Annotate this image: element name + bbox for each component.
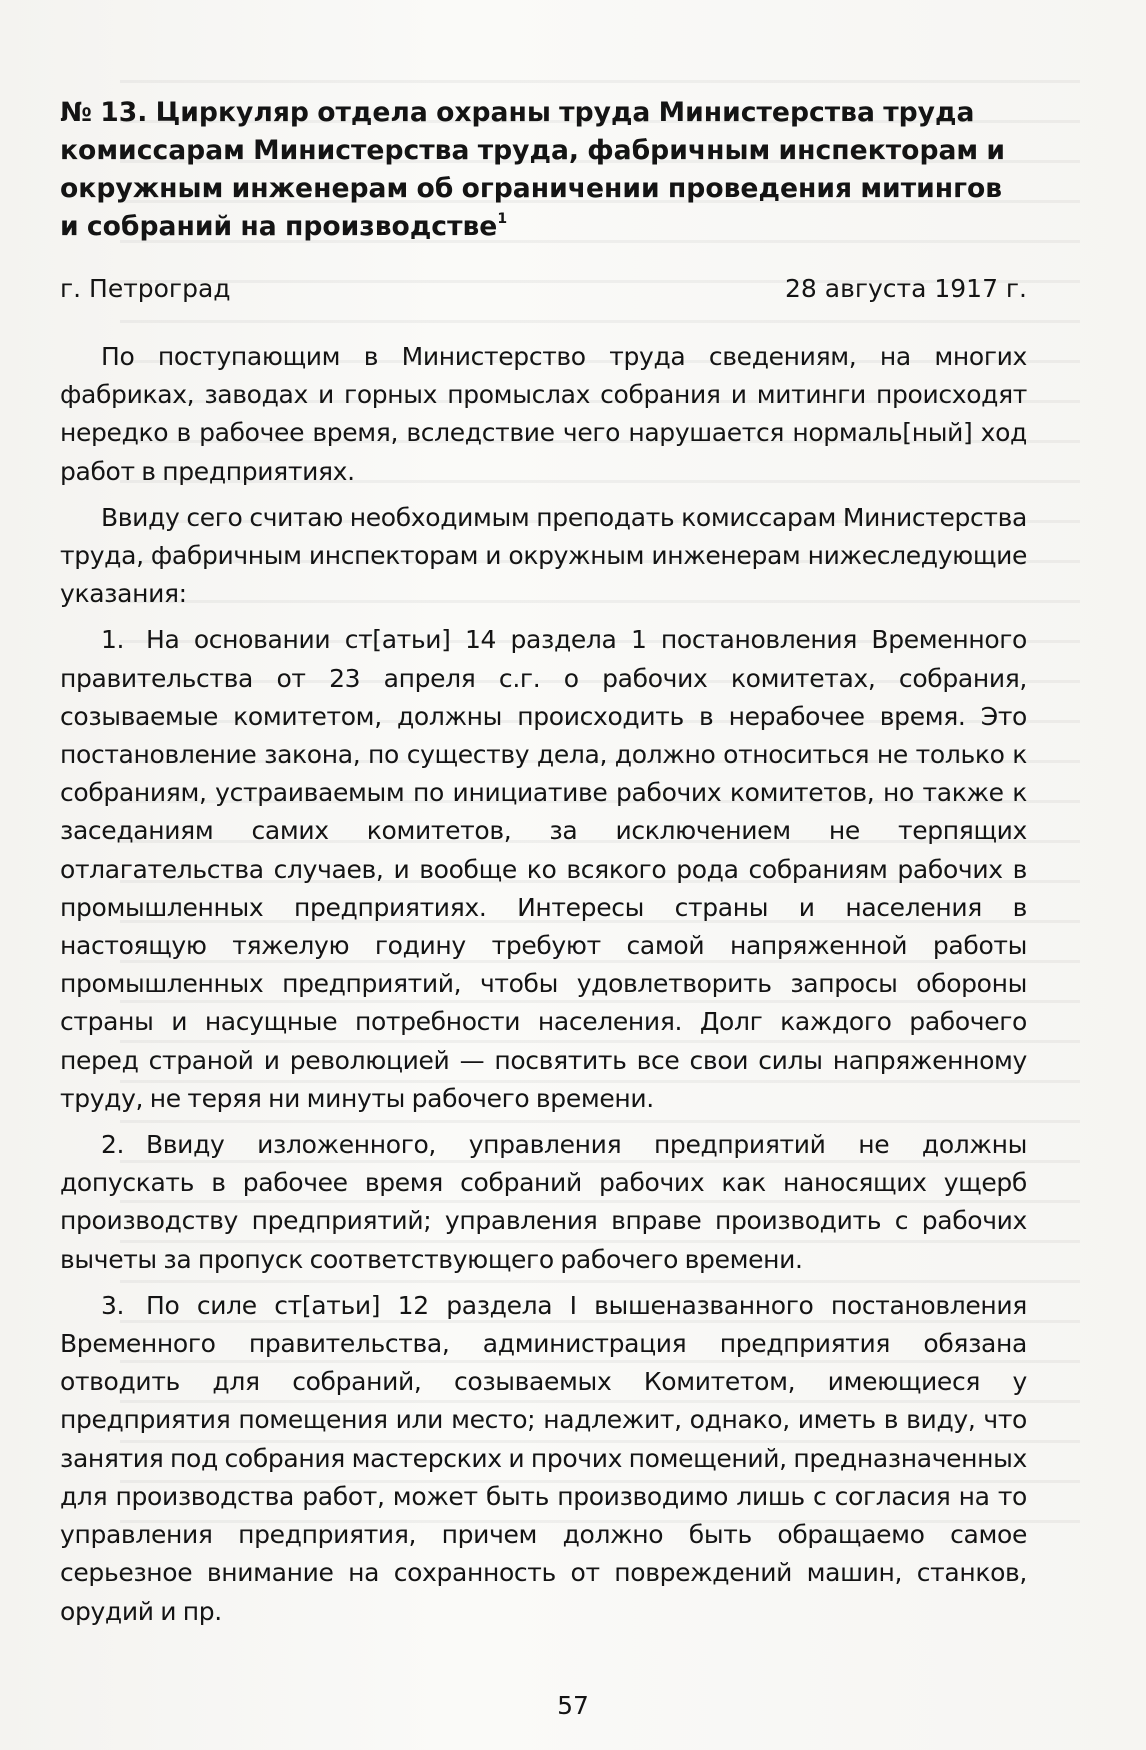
list-item-3: [60, 1287, 1027, 1631]
page-number: 57: [557, 1691, 589, 1720]
document-place: г. Петроград: [60, 274, 231, 303]
list-item-text: На основании ст[атьи] 14 раздела 1 постановления Временного правительства от 23 апреля с.г. о рабочих комитетах, собрания, созываемые комитетом, должны происходить в нерабочее время. Это постановление закона, по существу дела, должно относиться не только к собраниям, устраиваемым по инициативе рабочих комитетов, но также к заседаниям самих комитетов, за исключением не терпящих отлагательства случаев, и вообще ко всякого рода собраниям рабочих в промышленных предприятиях. Интересы страны и населения в настоящую тяжелую годину требуют самой напряженной работы промышленных предприятий, чтобы удовлетворить запросы обороны страны и насущные потребности населения. Долг каждого рабочего перед страной и революцией — посвятить все свои силы напряженному труду, не теряя ни минуты рабочего времени.: [60, 625, 1027, 1113]
list-item-text: По силе ст[атьи] 12 раздела I вышеназванного постановления Временного правительства, администрация предприятия обязана отводить для собраний, созываемых Комитетом, имеющиеся у предприятия помещения или место; надлежит, однако, иметь в виду, что занятия под собрания мастерских и прочих помещений, предназначенных для производства работ, может быть производимо лишь с согласия на то управления предприятия, причем должно быть обращаемо самое серьезное внимание на сохранность от повреждений машин, станков, орудий и пр.: [60, 1290, 1027, 1626]
list-item-2: [60, 1126, 1027, 1279]
list-item-number: 3.: [101, 1290, 125, 1320]
list-item-number: 1.: [101, 625, 125, 655]
document-title: [60, 94, 1027, 246]
place-date-line: [60, 270, 1027, 308]
list-item-1: [60, 621, 1027, 1118]
paragraph-instructions: Ввиду сего считаю необходимым преподать комиссарам Министерства труда, фабричным инспекторам и окружным инженерам нижеследующие указания:: [60, 502, 1027, 609]
list-item-number: 2.: [101, 1130, 125, 1160]
paragraph-intro: По поступающим в Министерство труда сведениям, на многих фабриках, заводах и горных промыслах собрания и митинги происходят нередко в рабочее время, вследствие чего нарушается нормаль[ный] ход работ в предприятиях.: [60, 342, 1027, 486]
list-item-text: Ввиду изложенного, управления предприятий не должны допускать в рабочее время собраний рабочих как наносящих ущерб производству предприятий; управления вправе производить с рабочих вычеты за пропуск соответствующего рабочего времени.: [60, 1130, 1027, 1274]
footnote-marker: 1: [497, 211, 508, 227]
document-title-text: № 13. Циркуляр отдела охраны труда Министерства труда комиссарам Министерства труда, фабричным инспекторам и окружным инженерам об ограничении проведения митингов и собраний на производстве: [60, 97, 1006, 242]
page-content: [60, 94, 1027, 1639]
document-date: 28 августа 1917 г.: [785, 274, 1027, 303]
